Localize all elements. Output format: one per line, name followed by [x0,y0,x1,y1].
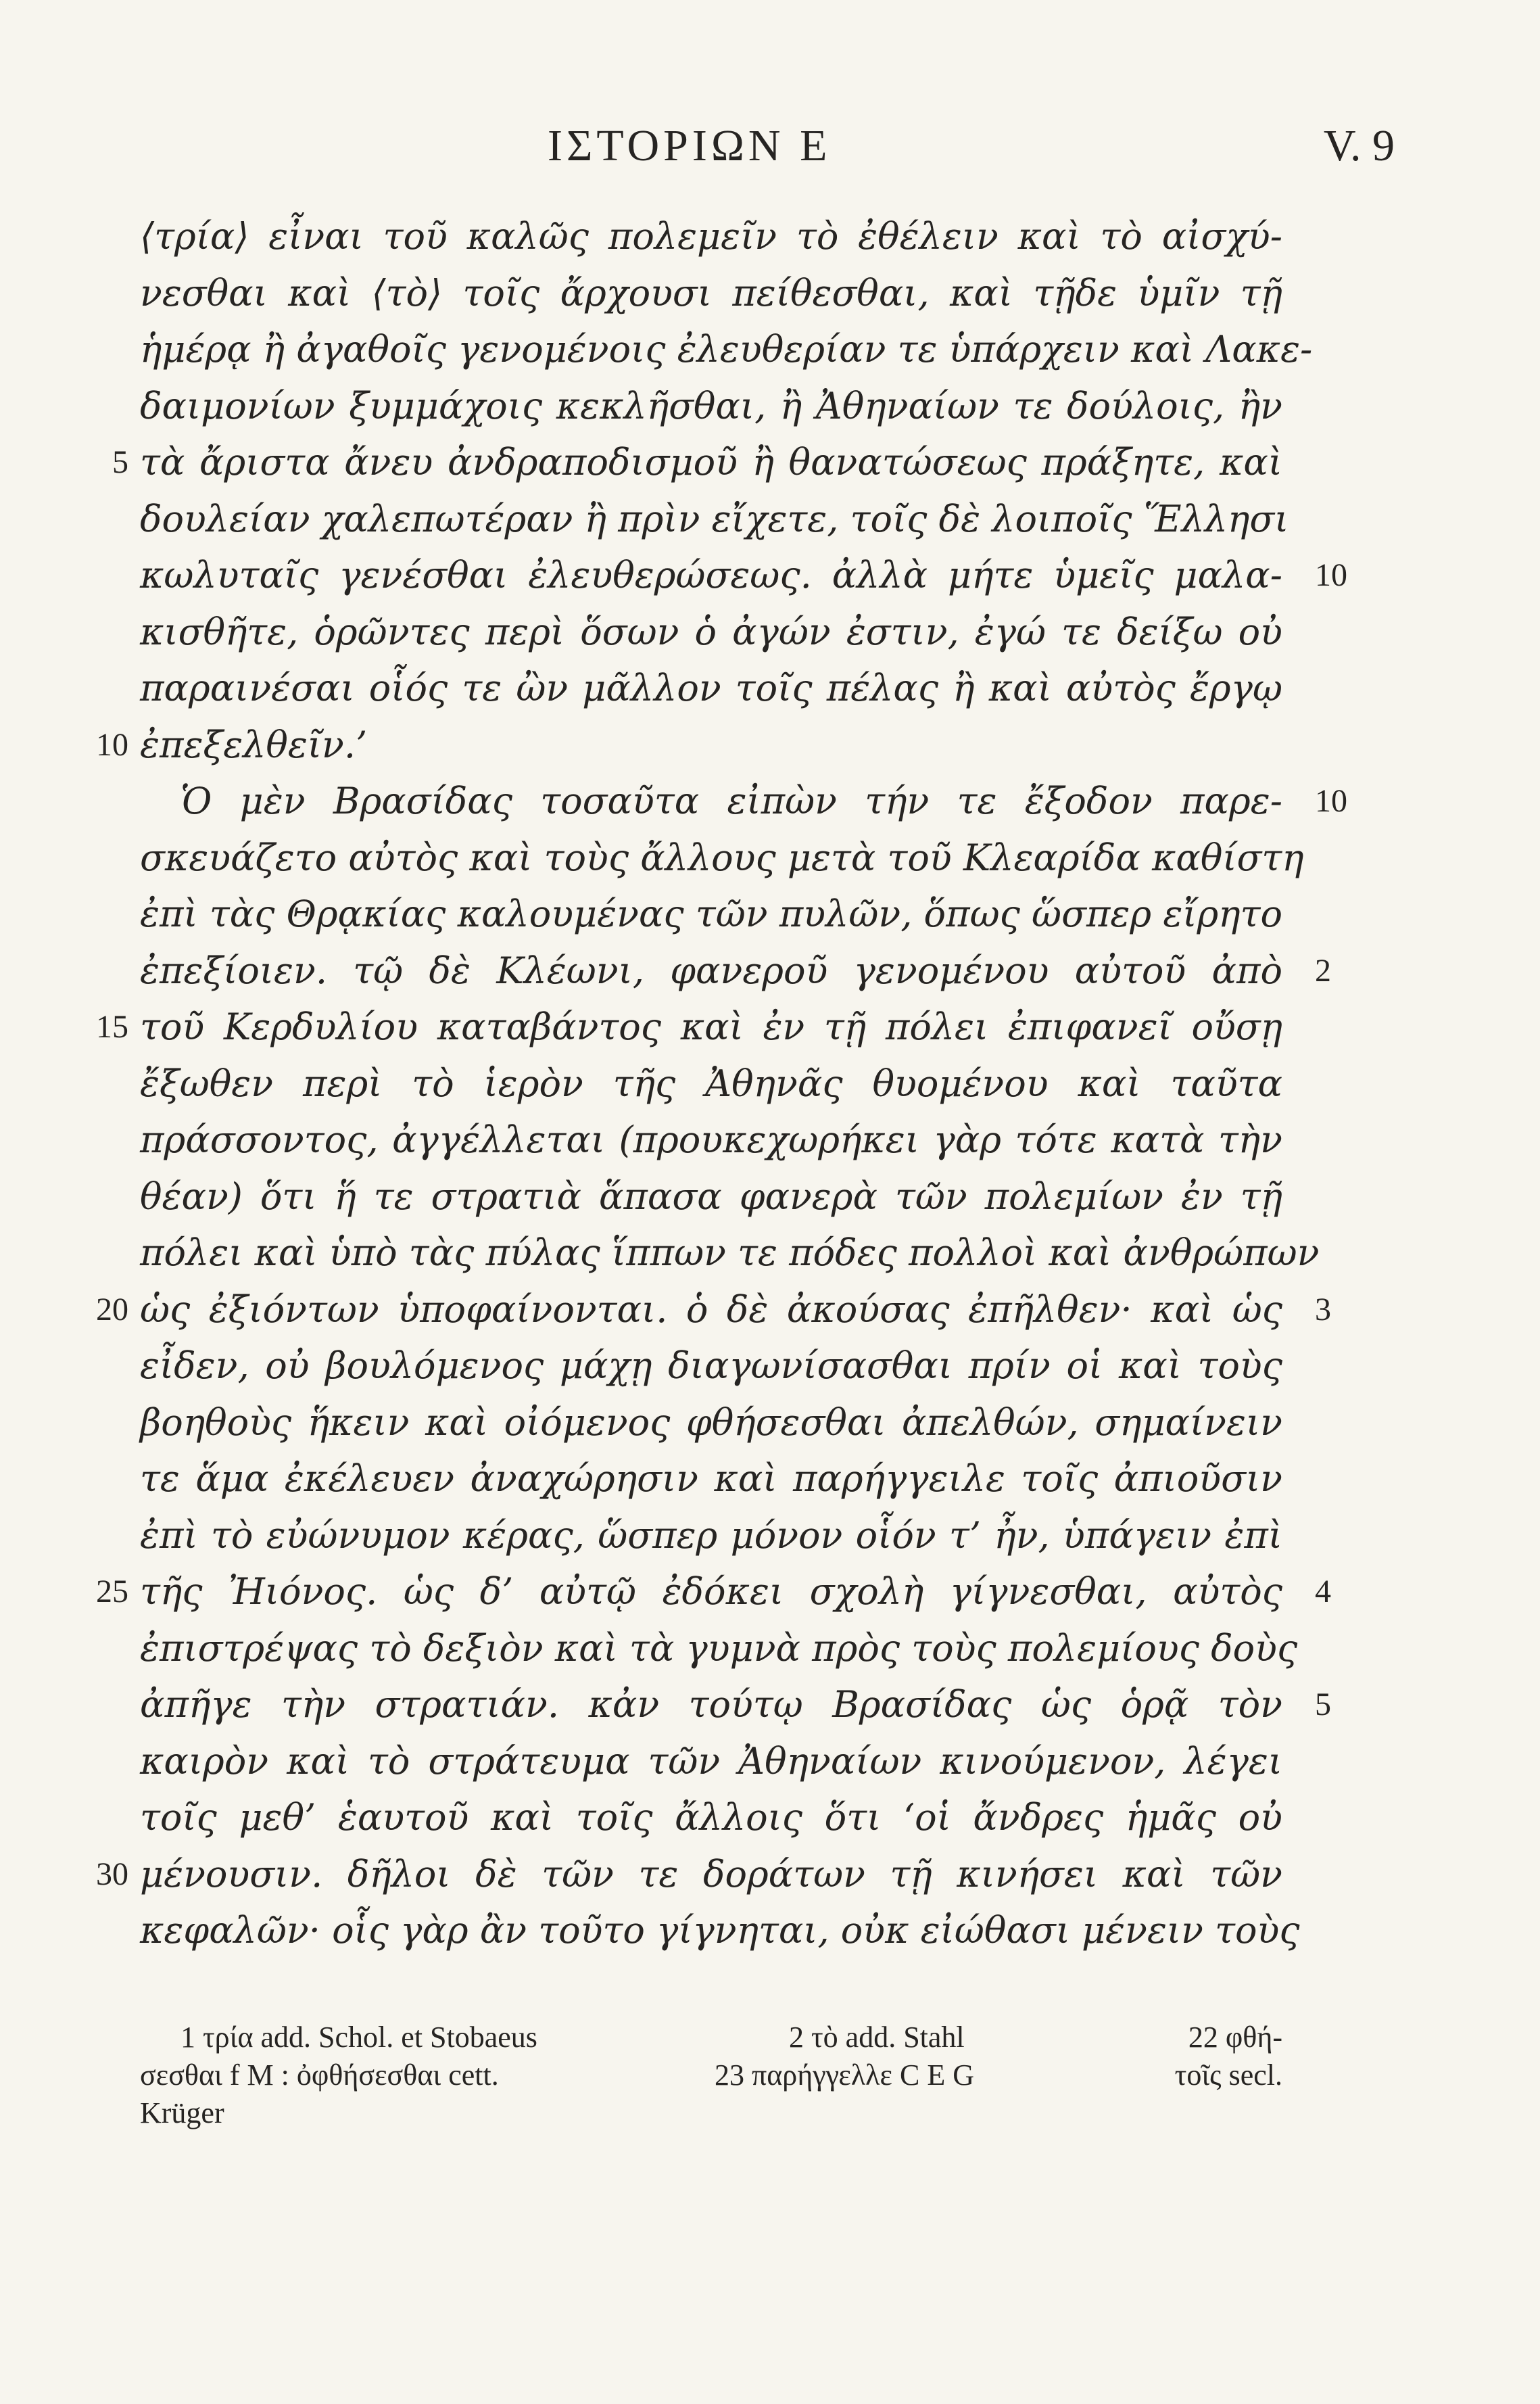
text-line [0,605,1540,659]
text-line [0,774,1540,828]
line-number: 15 [96,1009,128,1045]
line-text: ὡς ἐξιόντων ὑποφαίνονται. ὁ δὲ ἀκούσας ἐπῆλθεν· καὶ ὡς [140,1288,1282,1331]
chapter-number: 10 [1315,783,1347,819]
text-line [0,1226,1540,1280]
line-text: θέαν) ὅτι ἥ τε στρατιὰ ἅπασα φανερὰ τῶν πολεμίων ἐν τῇ [140,1175,1282,1218]
text-line [0,1452,1540,1506]
text-line [0,887,1540,941]
critical-apparatus [140,2019,1282,2132]
line-text: κισθῆτε, ὁρῶντες περὶ ὅσων ὁ ἀγών ἐστιν, ἐγώ τε δείξω οὐ [140,611,1282,653]
text-line [0,1791,1540,1845]
line-number: 20 [96,1292,128,1327]
text-line [0,1113,1540,1167]
line-number: 30 [96,1856,128,1892]
text-line [0,1678,1540,1732]
line-text: παραινέσαι οἷός τε ὢν μᾶλλον τοῖς πέλας ἢ καὶ αὐτὸς ἔργῳ [140,667,1282,709]
line-text: ἀπῆγε τὴν στρατιάν. κἀν τούτῳ Βρασίδας ὡς ὁρᾷ τὸν [140,1683,1282,1726]
line-text: μένουσιν. δῆλοι δὲ τῶν τε δοράτων τῇ κινήσει καὶ τῶν [140,1853,1282,1895]
text-line [0,210,1540,264]
text-line [0,661,1540,715]
chapter-number: 4 [1315,1574,1331,1609]
text-line [0,1283,1540,1337]
chapter-number: 10 [1315,557,1347,593]
page-header [0,115,1540,176]
text-line [0,1396,1540,1450]
apparatus-note: σεσθαι f M : ὀφθήσεσθαι cett. [140,2058,499,2092]
apparatus-note: Krüger [140,2096,224,2129]
line-number: 10 [96,727,128,763]
line-number: 5 [112,444,128,480]
line-text: ἡμέρᾳ ἢ ἀγαθοῖς γενομένοις ἐλευθερίαν τε ὑπάρχειν καὶ Λακε- [140,328,1313,371]
line-text: τοῖς μεθ’ ἑαυτοῦ καὶ τοῖς ἄλλοις ὅτι ‘οἱ ἄνδρες ἡμᾶς οὐ [140,1796,1282,1839]
line-text: νεσθαι καὶ ⟨τὸ⟩ τοῖς ἄρχουσι πείθεσθαι, καὶ τῇδε ὑμῖν τῇ [140,272,1282,314]
line-text: κωλυταῖς γενέσθαι ἐλευθερώσεως. ἀλλὰ μήτε ὑμεῖς μαλα- [140,554,1282,596]
apparatus-note: 1 τρία add. Schol. et Stobaeus [181,2021,537,2054]
text-line [0,718,1540,772]
text-line [0,548,1540,603]
line-text: κεφαλῶν· οἷς γὰρ ἂν τοῦτο γίγνηται, οὐκ εἰώθασι μένειν τοὺς [140,1909,1300,1952]
text-line [0,1000,1540,1054]
text-line [0,379,1540,433]
text-line [0,1735,1540,1789]
apparatus-note: 2 τὸ add. Stahl [789,2021,965,2054]
text-line [0,1622,1540,1676]
chapter-number: 3 [1315,1292,1331,1327]
line-text: ἔξωθεν περὶ τὸ ἱερὸν τῆς Ἀθηνᾶς θυομένου καὶ ταῦτα [140,1062,1282,1105]
line-text: δουλείαν χαλεπωτέραν ἢ πρὶν εἴχετε, τοῖς δὲ λοιποῖς Ἕλλησι [140,498,1289,540]
line-text: Ὁ μὲν Βρασίδας τοσαῦτα εἰπὼν τήν τε ἔξοδον παρε- [181,780,1282,822]
line-text: τοῦ Κερδυλίου καταβάντος καὶ ἐν τῇ πόλει ἐπιφανεῖ οὔσῃ [140,1006,1282,1048]
text-line [0,1509,1540,1563]
apparatus-note: 23 παρήγγελλε C E G [715,2058,974,2092]
chapter-number: 5 [1315,1687,1331,1722]
line-text: σκευάζετο αὐτὸς καὶ τοὺς ἄλλους μετὰ τοῦ Κλεαρίδα καθίστη [140,836,1304,879]
line-text: ἐπὶ τὰς Θρᾳκίας καλουμένας τῶν πυλῶν, ὅπως ὥσπερ εἴρητο [140,893,1282,935]
line-text: ἐπὶ τὸ εὐώνυμον κέρας, ὥσπερ μόνον οἷόν τ’ ἦν, ὑπάγειν ἐπὶ [140,1514,1282,1557]
text-line [0,1904,1540,1958]
text-line [0,1170,1540,1224]
line-text: πράσσοντος, ἀγγέλλεται (προυκεχωρήκει γὰρ τότε κατὰ τὴν [140,1118,1282,1161]
line-text: τε ἅμα ἐκέλευεν ἀναχώρησιν καὶ παρήγγειλε τοῖς ἀπιοῦσιν [140,1457,1282,1500]
line-text: ἐπεξίοιεν. τῷ δὲ Κλέωνι, φανεροῦ γενομένου αὐτοῦ ἀπὸ [140,949,1282,992]
line-text: εἶδεν, οὐ βουλόμενος μάχῃ διαγωνίσασθαι πρίν οἱ καὶ τοὺς [140,1344,1282,1387]
apparatus-line [140,2056,1282,2094]
line-text: πόλει καὶ ὑπὸ τὰς πύλας ἵππων τε πόδες πολλοὶ καὶ ἀνθρώπων [140,1231,1320,1274]
text-line [0,435,1540,490]
apparatus-note: 22 φθή- [1188,2021,1282,2054]
text-line [0,1565,1540,1619]
text-line [0,944,1540,998]
text-line [0,323,1540,377]
line-text: βοηθοὺς ἥκειν καὶ οἰόμενος φθήσεσθαι ἀπελθών, σημαίνειν [140,1401,1282,1444]
line-text: τῆς Ἠιόνος. ὡς δ’ αὐτῷ ἐδόκει σχολὴ γίγνεσθαι, αὐτὸς [140,1570,1282,1613]
text-line [0,1339,1540,1393]
text-line [0,492,1540,546]
line-text: καιρὸν καὶ τὸ στράτευμα τῶν Ἀθηναίων κινούμενον, λέγει [140,1740,1282,1783]
chapter-number: 2 [1315,953,1331,989]
line-text: ⟨τρία⟩ εἶναι τοῦ καλῶς πολεμεῖν τὸ ἐθέλειν καὶ τὸ αἰσχύ- [140,215,1282,258]
line-text: ἐπεξελθεῖν.’ [140,724,368,766]
line-text: δαιμονίων ξυμμάχοις κεκλῆσθαι, ἢ Ἀθηναίων τε δούλοις, ἢν [140,385,1282,427]
text-line [0,831,1540,885]
apparatus-note: τοῖς secl. [1174,2058,1282,2092]
section-reference: V. 9 [1323,121,1395,170]
line-text: ἐπιστρέψας τὸ δεξιὸν καὶ τὰ γυμνὰ πρὸς τοὺς πολεμίους δοὺς [140,1627,1298,1670]
text-line [0,1057,1540,1111]
running-title: ΙΣΤΟΡΙΩΝ Ε [548,121,832,170]
apparatus-line [140,2019,1282,2056]
line-number: 25 [96,1574,128,1609]
line-text: τὰ ἄριστα ἄνευ ἀνδραποδισμοῦ ἢ θανατώσεως πράξητε, καὶ [140,441,1282,484]
text-line [0,266,1540,321]
text-line [0,1847,1540,1902]
apparatus-line [140,2094,1282,2132]
